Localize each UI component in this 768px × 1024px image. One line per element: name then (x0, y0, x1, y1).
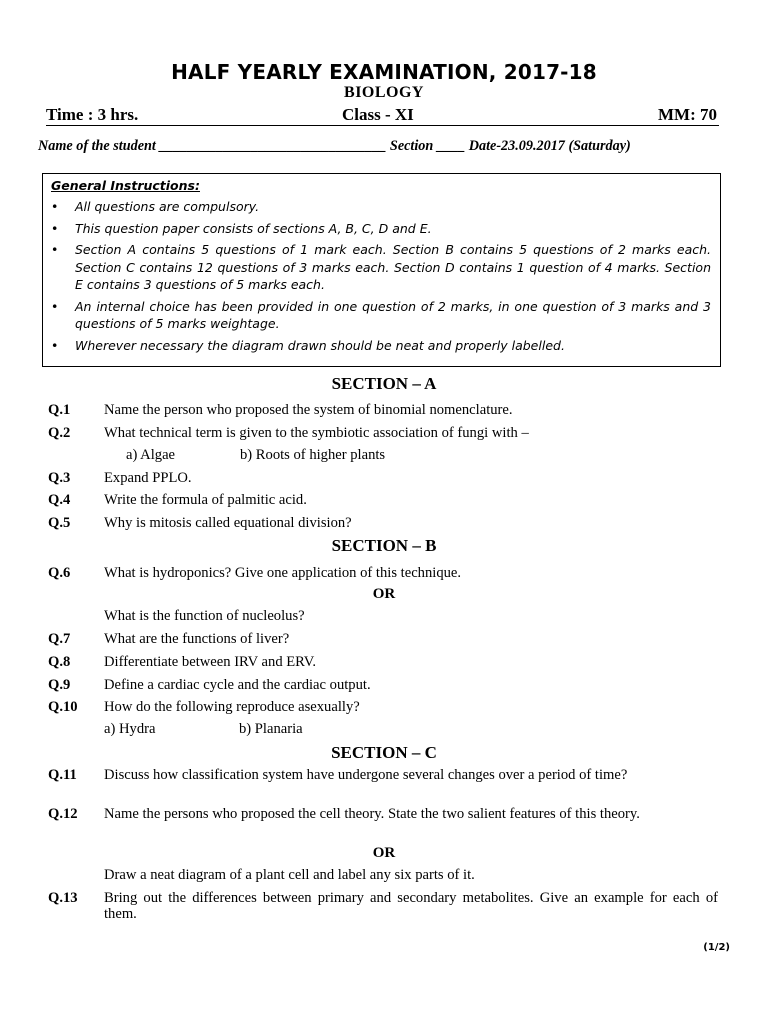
question-text: Expand PPLO. (104, 470, 192, 486)
question-number: Q.6 (48, 565, 71, 581)
question-text: What technical term is given to the symbiotic association of fungi with – (104, 425, 529, 441)
exam-title: HALF YEARLY EXAMINATION, 2017-18 (171, 60, 597, 84)
question-number: Q.8 (48, 654, 71, 670)
question-number: Q.2 (48, 425, 71, 441)
question-number: Q.3 (48, 470, 71, 486)
instruction-item: • Section A contains 5 questions of 1 mark each. Section B contains 5 questions of 2 marks each. Section C contains 12 questions of 3 marks each. Section D contains 1 question of 4 marks. Section E contains 3 questions of 5 marks each. (51, 241, 711, 294)
question-number: Q.4 (48, 492, 71, 508)
student-details-line: Name of the student ________________________________ Section ____ Date-23.09.2017 (Saturday) (38, 138, 631, 154)
max-marks-label: MM: 70 (657, 105, 717, 124)
page-number: (1/2) (703, 942, 730, 953)
or-separator: OR (372, 845, 396, 861)
or-separator: OR (372, 586, 396, 602)
question-text: Discuss how classification system have undergone several changes over a period of time? (104, 767, 628, 783)
section-c-heading: SECTION – C (331, 743, 437, 762)
alternative-question-text: Draw a neat diagram of a plant cell and label any six parts of it. (104, 867, 475, 883)
question-number: Q.1 (48, 402, 71, 418)
instruction-item: • All questions are compulsory. (51, 198, 711, 216)
instructions-list (51, 198, 711, 358)
question-number: Q.5 (48, 515, 71, 531)
question-number: Q.12 (48, 806, 78, 822)
instructions-heading: General Instructions: (51, 178, 200, 193)
question-text: Bring out the differences between primary and secondary metabolites. Give an example for each of them. (104, 890, 718, 922)
section-b-heading: SECTION – B (331, 536, 437, 555)
question-text: Why is mitosis called equational division? (104, 515, 352, 531)
subject-title: BIOLOGY (344, 84, 424, 101)
alternative-question-text: What is the function of nucleolus? (104, 608, 305, 624)
instruction-item: • This question paper consists of sections A, B, C, D and E. (51, 220, 711, 238)
question-text: How do the following reproduce asexually? (104, 699, 360, 715)
instruction-item: • An internal choice has been provided in one question of 2 marks, in one question of 3 marks and 3 questions of 5 marks weightage. (51, 298, 711, 333)
question-text: Define a cardiac cycle and the cardiac output. (104, 677, 371, 693)
question-text: Name the persons who proposed the cell theory. State the two salient features of this theory. (104, 806, 640, 822)
question-text: What are the functions of liver? (104, 631, 290, 647)
question-text: Differentiate between IRV and ERV. (104, 654, 317, 670)
option-b: b) Roots of higher plants (240, 447, 386, 463)
class-label: Class - XI (342, 105, 414, 124)
question-text: What is hydroponics? Give one application of this technique. (104, 565, 462, 581)
section-a-heading: SECTION – A (331, 374, 437, 393)
option-a: a) Hydra (104, 721, 156, 737)
question-text: Write the formula of palmitic acid. (104, 492, 307, 508)
option-b: b) Planaria (239, 721, 303, 737)
time-label: Time : 3 hrs. (46, 105, 139, 124)
question-number: Q.11 (48, 767, 77, 783)
instruction-item: • Wherever necessary the diagram drawn should be neat and properly labelled. (51, 337, 711, 355)
question-number: Q.9 (48, 677, 71, 693)
exam-meta-row (46, 103, 719, 126)
general-instructions-box (42, 173, 721, 367)
option-a: a) Algae (126, 447, 176, 463)
question-number: Q.10 (48, 699, 78, 715)
question-text: Name the person who proposed the system of binomial nomenclature. (104, 402, 513, 418)
question-number: Q.7 (48, 631, 71, 647)
question-number: Q.13 (48, 890, 78, 906)
